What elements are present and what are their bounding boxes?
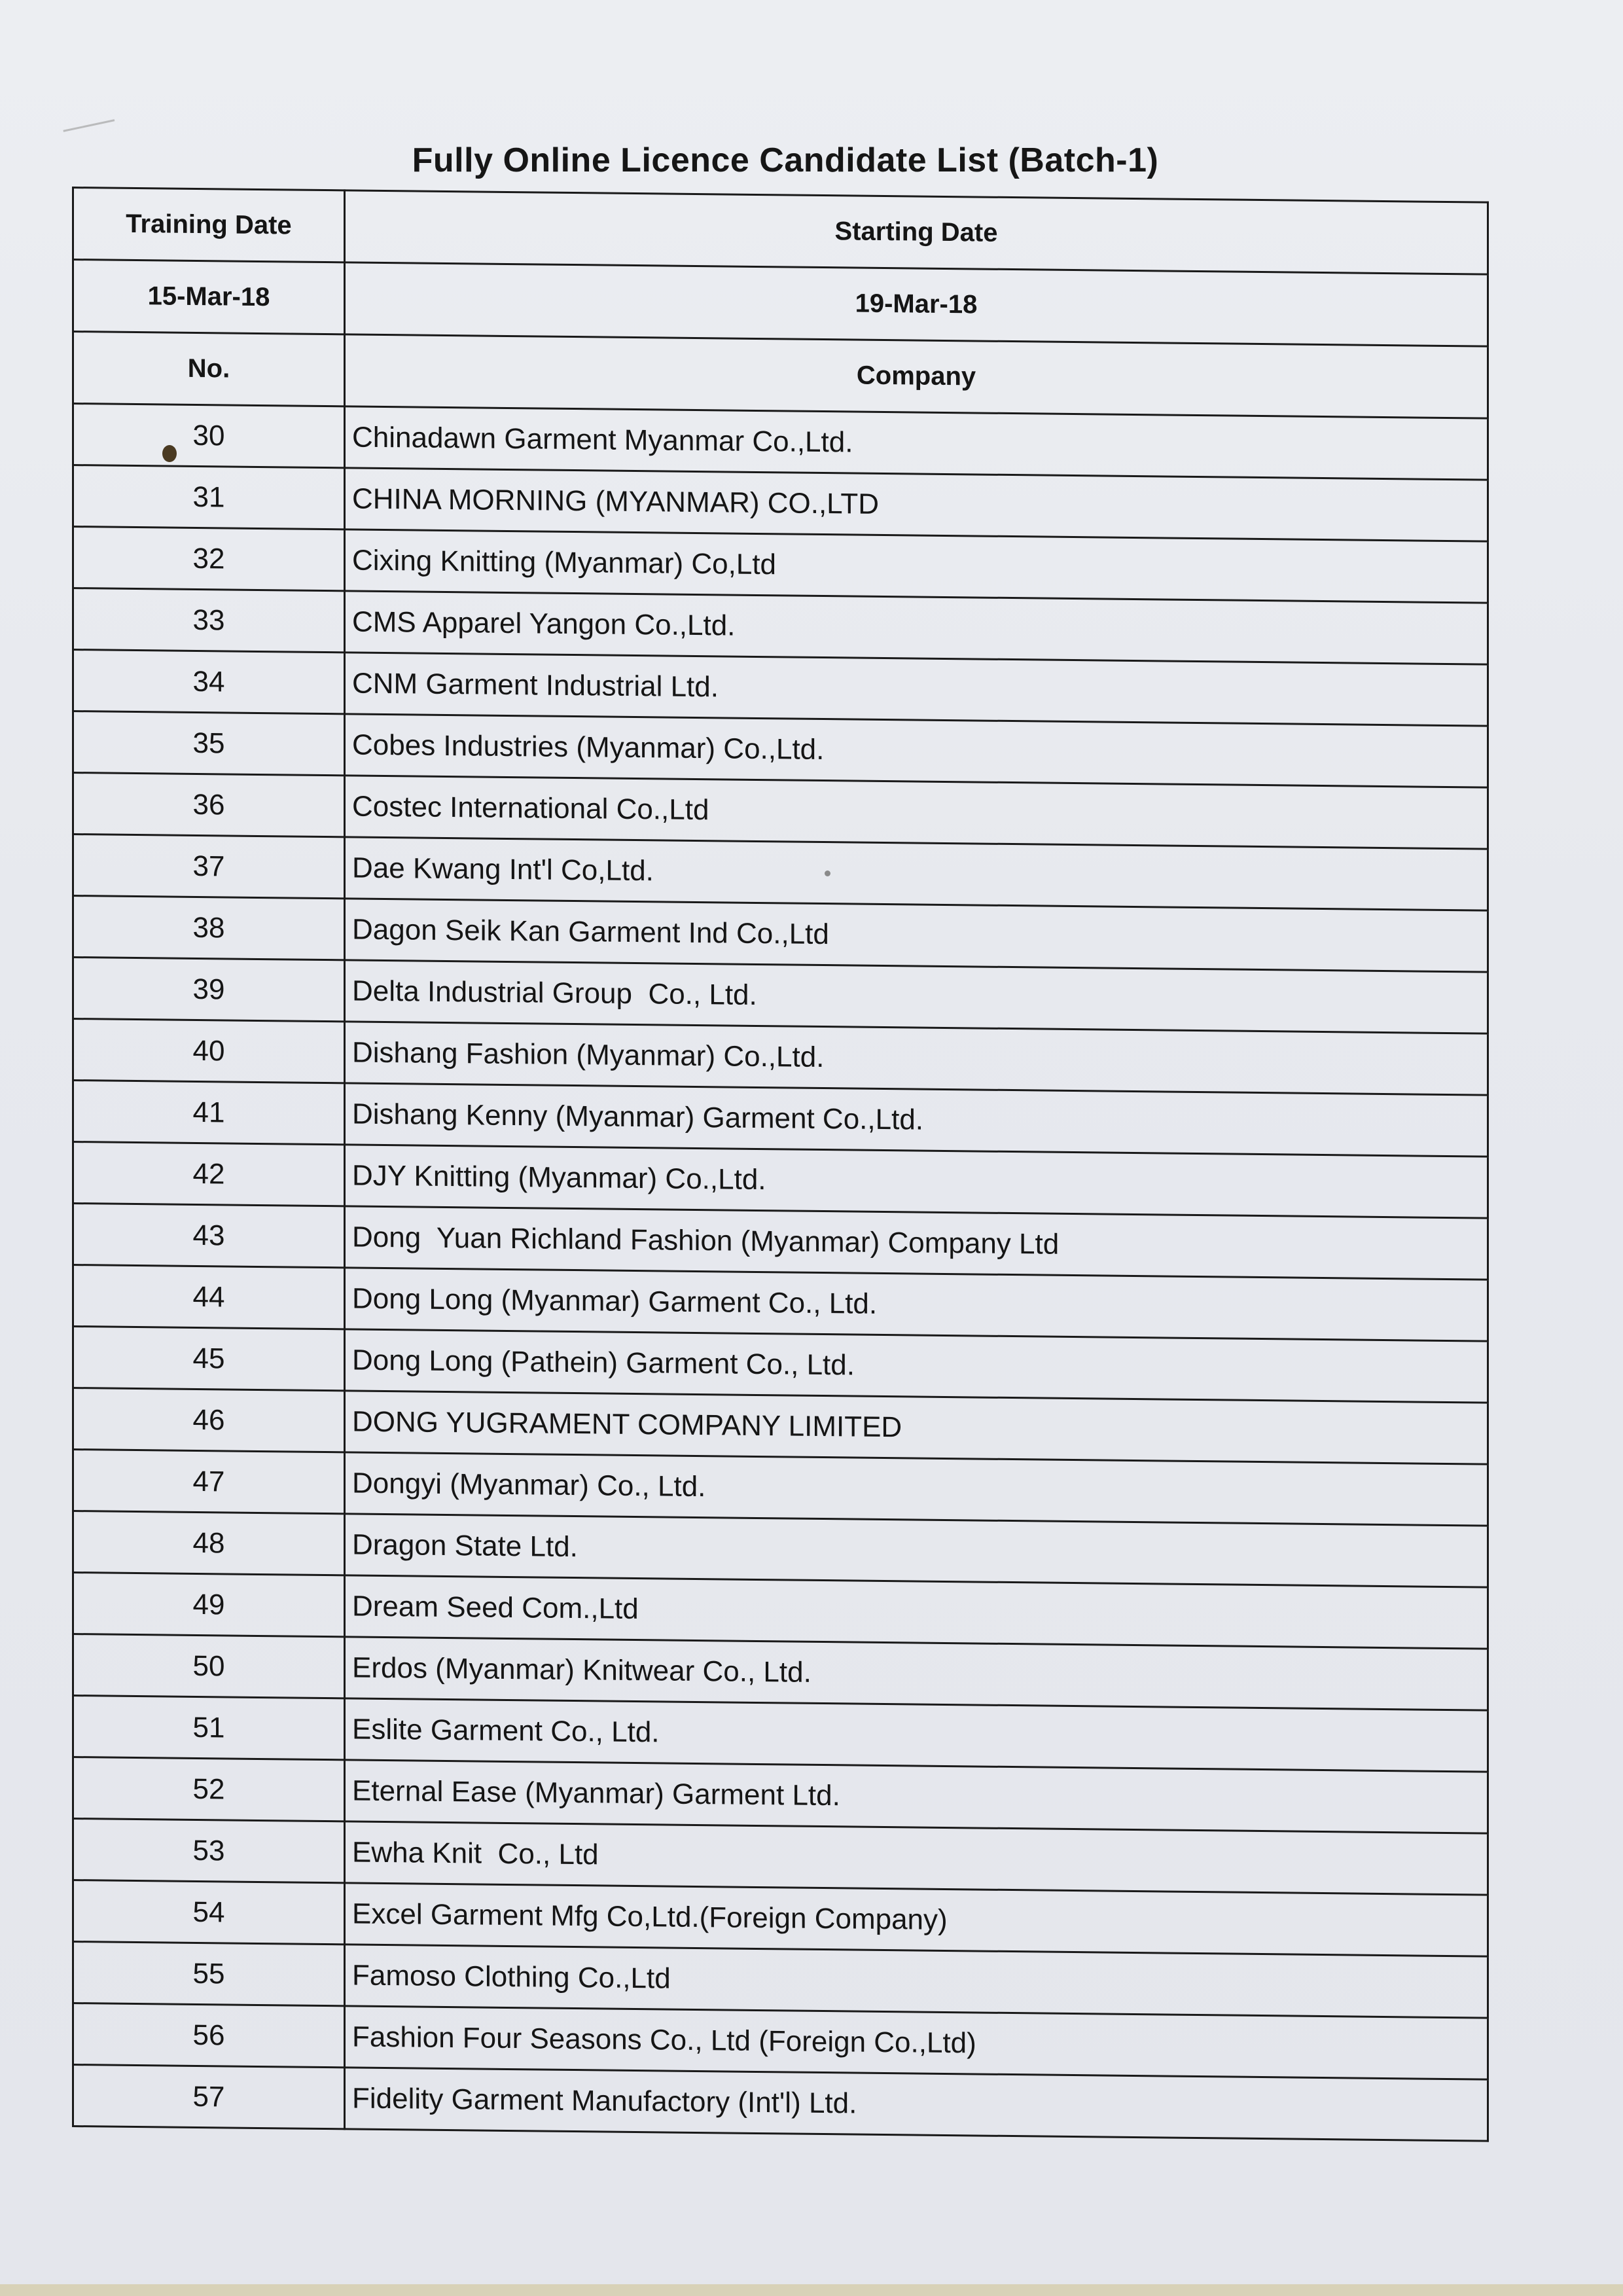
row-number: 39 [73, 958, 345, 1022]
company-name: Fashion Four Seasons Co., Ltd (Foreign Co.,Ltd) [345, 2006, 1488, 2079]
row-number: 52 [73, 1757, 345, 1821]
document-title: Fully Online Licence Candidate List (Batch-1) [412, 141, 1159, 179]
row-number: 35 [73, 711, 345, 776]
row-number: 43 [73, 1204, 345, 1268]
company-name: Dishang Kenny (Myanmar) Garment Co.,Ltd. [345, 1083, 1488, 1157]
company-name: CNM Garment Industrial Ltd. [345, 653, 1488, 726]
row-number: 40 [73, 1019, 345, 1083]
row-number: 41 [73, 1081, 345, 1145]
company-name: Dishang Fashion (Myanmar) Co.,Ltd. [345, 1022, 1488, 1095]
row-number: 55 [73, 1942, 345, 2006]
background-surface [0, 2284, 1623, 2296]
ink-spot [162, 445, 177, 462]
row-number: 48 [73, 1511, 345, 1575]
row-number: 44 [73, 1265, 345, 1329]
company-name: Dagon Seik Kan Garment Ind Co.,Ltd [345, 899, 1488, 972]
company-name: Dong Long (Myanmar) Garment Co., Ltd. [345, 1268, 1488, 1341]
company-name: Erdos (Myanmar) Knitwear Co., Ltd. [345, 1637, 1488, 1710]
row-number: 42 [73, 1142, 345, 1206]
company-name: Delta Industrial Group Co., Ltd. [345, 960, 1488, 1033]
company-name: DONG YUGRAMENT COMPANY LIMITED [345, 1391, 1488, 1464]
company-name: Dream Seed Com.,Ltd [345, 1575, 1488, 1649]
company-name: Famoso Clothing Co.,Ltd [345, 1945, 1488, 2018]
company-name: DJY Knitting (Myanmar) Co.,Ltd. [345, 1145, 1488, 1218]
company-name: Eternal Ease (Myanmar) Garment Ltd. [345, 1760, 1488, 1833]
row-number: 47 [73, 1450, 345, 1514]
row-number: 53 [73, 1819, 345, 1883]
company-name: Chinadawn Garment Myanmar Co.,Ltd. [345, 406, 1488, 480]
no-column-header: No. [73, 332, 345, 406]
row-number: 37 [73, 834, 345, 899]
company-name: CMS Apparel Yangon Co.,Ltd. [345, 591, 1488, 664]
company-name: Fidelity Garment Manufactory (Int'l) Ltd. [345, 2068, 1488, 2141]
candidate-table [72, 187, 1489, 2142]
row-number: 50 [73, 1634, 345, 1698]
row-number: 36 [73, 773, 345, 837]
company-name: Costec International Co.,Ltd [345, 776, 1488, 849]
company-name: Dragon State Ltd. [345, 1514, 1488, 1587]
company-name: Eslite Garment Co., Ltd. [345, 1698, 1488, 1772]
training-date-label: Training Date [73, 188, 345, 262]
row-number: 49 [73, 1573, 345, 1637]
row-number: 34 [73, 650, 345, 714]
row-number: 54 [73, 1880, 345, 1945]
training-date-value: 15-Mar-18 [73, 260, 345, 334]
starting-date-label: Starting Date [345, 190, 1488, 274]
row-number: 31 [73, 465, 345, 529]
company-name: Dong Long (Pathein) Garment Co., Ltd. [345, 1329, 1488, 1403]
row-number: 30 [73, 404, 345, 468]
company-name: Dong Yuan Richland Fashion (Myanmar) Company Ltd [345, 1206, 1488, 1280]
company-name: Dae Kwang Int'l Co,Ltd. [345, 837, 1488, 910]
company-name: CHINA MORNING (MYANMAR) CO.,LTD [345, 468, 1488, 541]
company-name: Ewha Knit Co., Ltd [345, 1821, 1488, 1895]
row-number: 33 [73, 588, 345, 653]
company-name: Cobes Industries (Myanmar) Co.,Ltd. [345, 714, 1488, 787]
row-number: 45 [73, 1327, 345, 1391]
row-number: 38 [73, 896, 345, 960]
row-number: 46 [73, 1388, 345, 1452]
row-number: 32 [73, 527, 345, 591]
row-number: 51 [73, 1696, 345, 1760]
company-name: Dongyi (Myanmar) Co., Ltd. [345, 1452, 1488, 1526]
company-column-header: Company [345, 334, 1488, 418]
row-number: 56 [73, 2003, 345, 2068]
row-number: 57 [73, 2065, 345, 2129]
company-name: Cixing Knitting (Myanmar) Co,Ltd [345, 529, 1488, 603]
company-name: Excel Garment Mfg Co,Ltd.(Foreign Company) [345, 1883, 1488, 1956]
candidate-table-container [72, 187, 1489, 2142]
starting-date-value: 19-Mar-18 [345, 262, 1488, 346]
